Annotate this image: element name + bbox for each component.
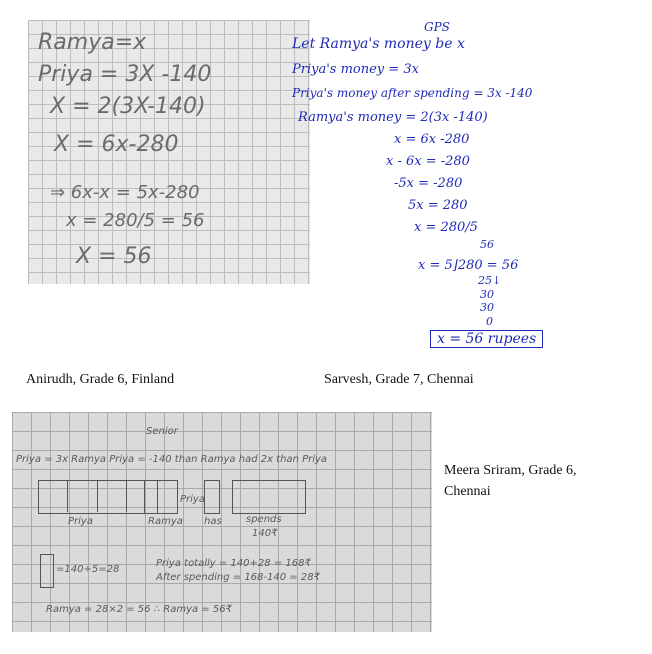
sarvesh-caption: Sarvesh, Grade 7, Chennai — [324, 372, 474, 387]
division-step-2: 30 — [480, 288, 494, 301]
meera-label-spends: spends — [246, 514, 282, 525]
sarvesh-answer: x = 56 rupees — [437, 331, 537, 347]
meera-caption-line-2: Chennai — [444, 484, 491, 499]
meera-totals-2: After spending = 168-140 = 28₹ — [156, 572, 320, 583]
sarvesh-title: GPS — [424, 20, 450, 34]
sarvesh-line-6: x - 6x = -280 — [386, 154, 470, 169]
has-bar — [204, 480, 220, 514]
anirudh-worksheet-photo — [28, 20, 310, 284]
meera-label-140: 140₹ — [252, 528, 278, 539]
anirudh-caption: Anirudh, Grade 6, Finland — [26, 372, 175, 387]
ramya-bar — [144, 480, 178, 514]
division-step-4: 0 — [486, 315, 493, 328]
division-quotient: 56 — [480, 238, 494, 251]
sarvesh-worksheet — [290, 18, 590, 363]
priya-bar-divider — [126, 480, 127, 512]
anirudh-line-6: x = 280/5 = 56 — [66, 210, 205, 231]
spends-bar — [232, 480, 306, 514]
meera-label-has: has — [204, 516, 222, 527]
sarvesh-line-1: Let Ramya's money be x — [292, 36, 465, 52]
sarvesh-line-3: Priya's money after spending = 3x -140 — [292, 86, 533, 100]
anirudh-line-5: ⇒ 6x-x = 5x-280 — [50, 182, 200, 203]
meera-calc: =140÷5=28 — [56, 564, 120, 575]
anirudh-line-7: X = 56 — [76, 244, 152, 269]
anirudh-line-1: Ramya=x — [38, 30, 147, 55]
anirudh-line-2: Priya = 3X -140 — [38, 62, 212, 87]
sarvesh-line-7: -5x = -280 — [394, 176, 463, 191]
sarvesh-line-9: x = 280/5 — [414, 220, 478, 235]
meera-title: Senior — [146, 426, 178, 437]
anirudh-line-3: X = 2(3X-140) — [50, 94, 206, 119]
meera-worksheet-photo — [12, 412, 432, 632]
meera-totals-1: Priya totally = 140+28 = 168₹ — [156, 558, 311, 569]
sarvesh-line-8: 5x = 280 — [408, 198, 468, 213]
priya-bar-divider — [97, 480, 98, 512]
division-step-3: 30 — [480, 301, 494, 314]
unit-bar — [40, 554, 54, 588]
anirudh-line-4: X = 6x-280 — [54, 132, 179, 157]
sarvesh-line-10: x = 5⌋280 = 56 — [418, 258, 519, 273]
priya-bar — [38, 480, 158, 514]
meera-header: Priya = 3x Ramya Priya = -140 than Ramya had 2x than Priya — [16, 454, 328, 465]
sarvesh-line-4: Ramya's money = 2(3x -140) — [298, 110, 488, 125]
sarvesh-line-2: Priya's money = 3x — [292, 62, 419, 77]
meera-label-ramya: Ramya — [148, 516, 183, 527]
division-step-1: 25↓ — [478, 274, 502, 287]
meera-label-priya: Priya — [68, 516, 93, 527]
meera-caption-line-1: Meera Sriram, Grade 6, — [444, 463, 577, 478]
meera-final: Ramya = 28×2 = 56 ∴ Ramya = 56₹ — [46, 604, 232, 615]
priya-bar-divider — [67, 480, 68, 512]
sarvesh-line-5: x = 6x -280 — [394, 132, 470, 147]
sarvesh-answer-box — [430, 330, 543, 348]
meera-label-priya-small: Priya — [180, 494, 205, 505]
